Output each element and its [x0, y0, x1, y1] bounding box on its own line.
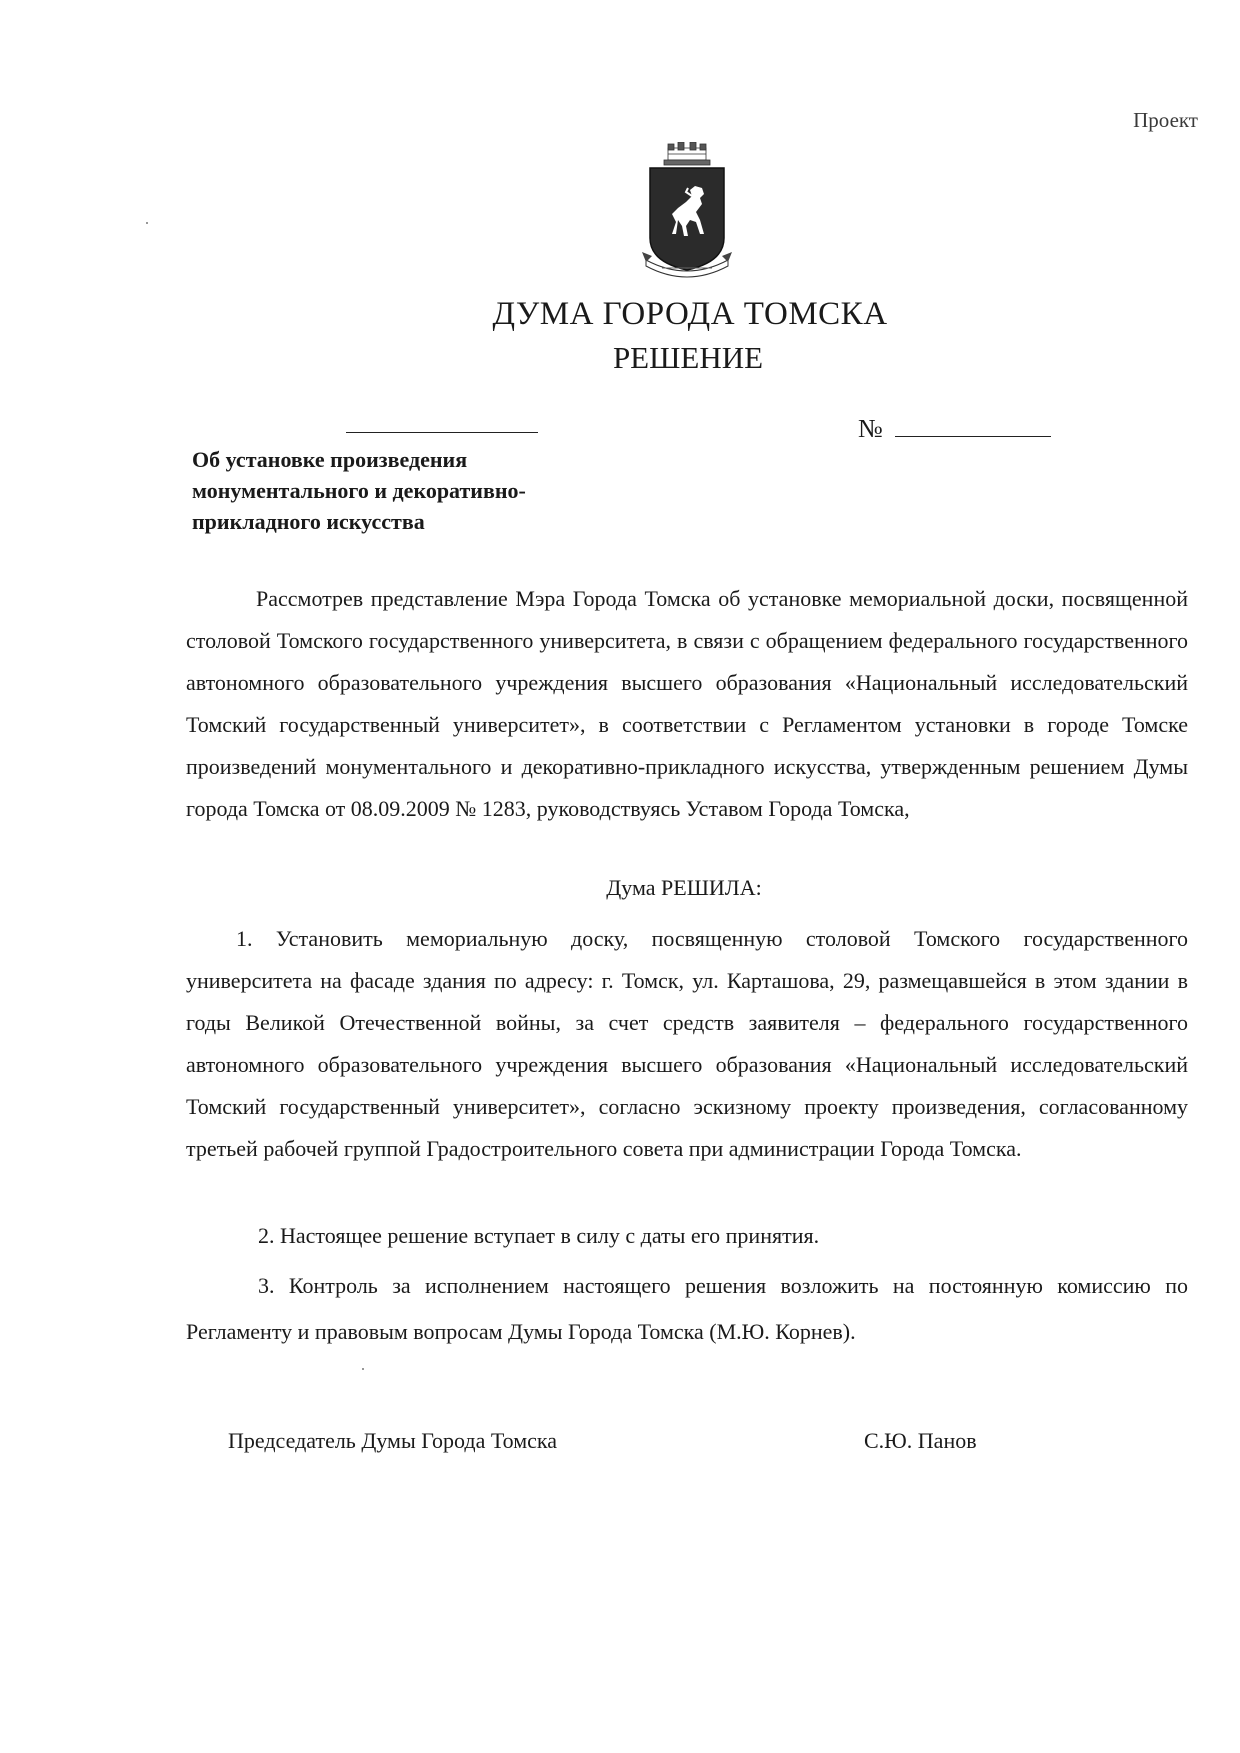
subject-line: монументального и декоративно- [192, 478, 526, 503]
subject-line: Об установке произведения [192, 447, 468, 472]
number-blank-line [895, 416, 1051, 437]
date-blank-line [346, 432, 538, 433]
decision-item-2: 2. Настоящее решение вступает в силу с даты его принятия. [258, 1223, 820, 1248]
tomsk-coat-of-arms-icon [642, 142, 732, 282]
signatory-title: Председатель Думы Города Томска [228, 1428, 558, 1453]
project-mark: Проект [1133, 108, 1198, 132]
subject-heading [192, 444, 612, 537]
number-label: № [858, 414, 883, 443]
scan-speck [146, 222, 148, 224]
preamble-paragraph: Рассмотрев представление Мэра Города Томска об установке мемориальной доски, посвященной столовой Томского государственного университета, в связи с обращением федерального государственного автономного образовательного учреждения высшего образования «Национальный исследовательский Томский государственный университет», в соответствии с Регламентом установки в городе Томске произведений монументального и декоративно-прикладного искусства, утвержденным решением Думы города Томска от 08.09.2009 № 1283, руководствуясь Уставом Города Томска, [186, 586, 1188, 821]
number-field [858, 414, 1051, 444]
decision-item-3: 3. Контроль за исполнением настоящего решения возложить на постоянную комиссию по Регламенту и правовым вопросам Думы Города Томска (М.Ю. Корнев). [186, 1273, 1188, 1344]
scan-speck [362, 1368, 364, 1370]
doc-type: РЕШЕНИЕ [612, 340, 764, 375]
signatory-name: С.Ю. Панов [864, 1428, 977, 1453]
decision-heading: Дума РЕШИЛА: [606, 875, 762, 900]
decision-item-1: 1. Установить мемориальную доску, посвященную столовой Томского государственного университета на фасаде здания по адресу: г. Томск, ул. Карташова, 29, размещавшейся в этом здании в годы Великой Отечественной войны, за счет средств заявителя – федерального государственного автономного образовательного учреждения высшего образования «Национальный исследовательский Томский государственный университет», согласно эскизному проекту произведения, согласованному третьей рабочей группой Градостроительного совета при администрации Города Томска. [186, 926, 1188, 1161]
subject-line: прикладного искусства [192, 509, 425, 534]
org-title: ДУМА ГОРОДА ТОМСКА [492, 296, 888, 332]
